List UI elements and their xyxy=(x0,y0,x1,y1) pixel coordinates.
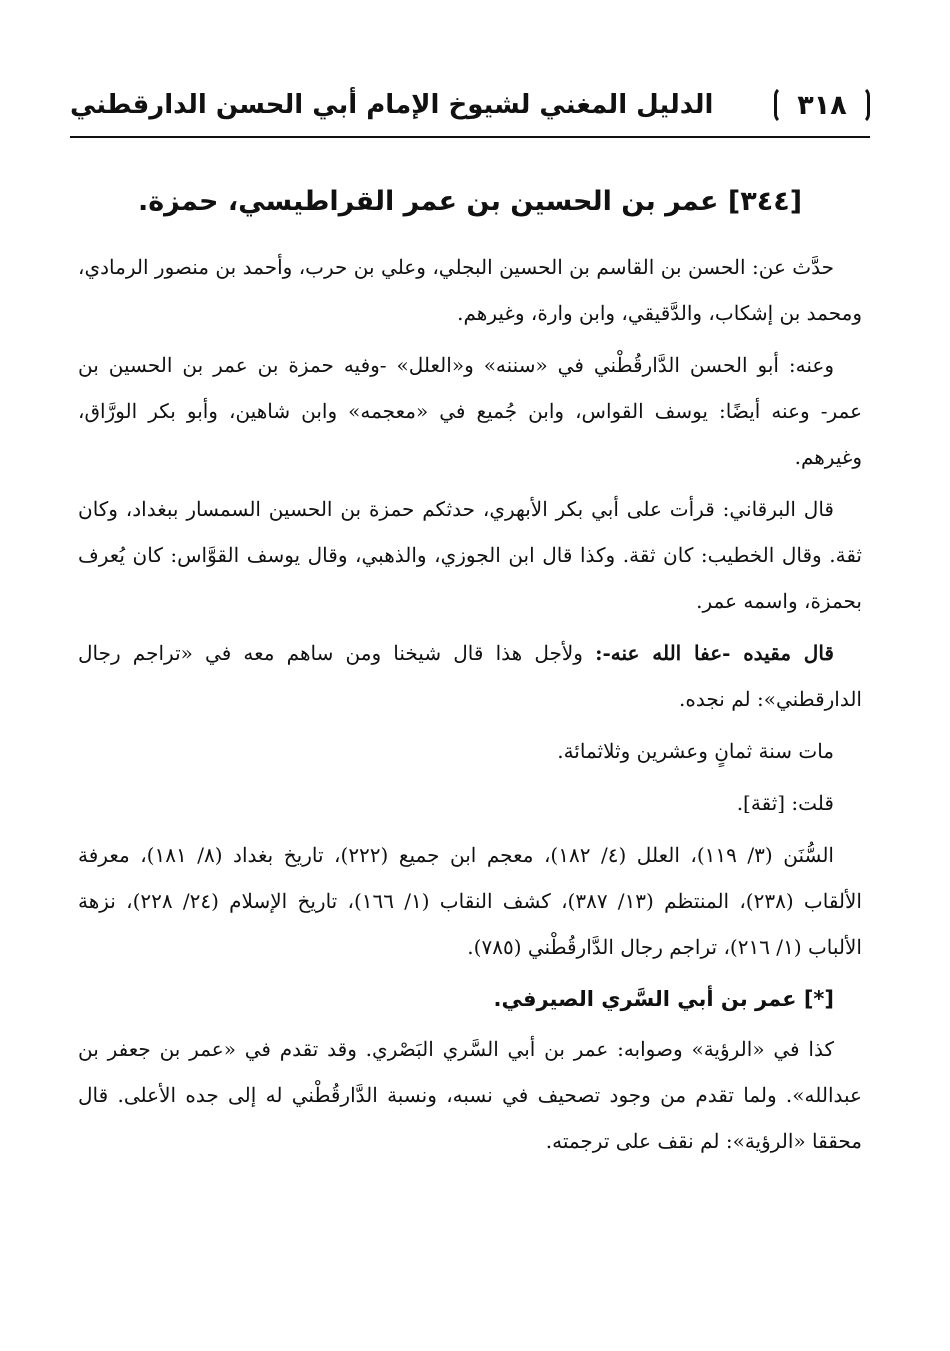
main-content xyxy=(78,244,862,1170)
author-note-lead: قال مقيده -عفا الله عنه-: xyxy=(595,641,834,665)
page-header xyxy=(70,86,870,134)
paragraph-author-note xyxy=(78,630,862,722)
paragraph-gradings: قال البرقاني: قرأت على أبي بكر الأبهري، حدثكم حمزة بن الحسين السمسار ببغداد، وكان ثقة. وقال الخطيب: كان ثقة. وكذا قال ابن الجوزي، والذهبي، وقال يوسف القوَّاس: كان يُعرف بحمزة، واسمه عمر. xyxy=(78,497,862,613)
paragraph-death-date: مات سنة ثمانٍ وعشرين وثلاثمائة. xyxy=(557,739,834,763)
author-note-text: ولأجل هذا قال شيخنا ومن ساهم معه في «تراجم رجال الدارقطني»: لم نجده. xyxy=(78,641,862,711)
entry-title: [٣٤٤] عمر بن الحسين بن عمر القراطيسي، حمزة. xyxy=(137,186,803,217)
paragraph-note-body: كذا في «الرؤية» وصوابه: عمر بن أبي السَّري البَصْري. وقد تقدم في «عمر بن جعفر بن عبدالله». ولما تقدم من وجود تصحيف في نسبه، ونسبة الدَّارقُطْني له إلى جده الأعلى. قال محققا «الرؤية»: لم نقف على ترجمته. xyxy=(78,1037,862,1153)
paragraph-verdict: قلت: [ثقة]. xyxy=(736,791,834,815)
running-title: الدليل المغني لشيوخ الإمام أبي الحسن الدارقطني xyxy=(70,90,714,120)
note-entry-title: [*] عمر بن أبي السَّري الصيرفي. xyxy=(493,987,834,1011)
header-divider xyxy=(70,136,870,138)
paragraph-narrators-from-him: وعنه: أبو الحسن الدَّارقُطْني في «سننه» و«العلل» -وفيه حمزة بن عمر بن الحسين بن عمر- وعنه أيضًا: يوسف القواس، وابن جُميع في «معجمه» وابن شاهين، وأبو بكر الورَّاق، وغيرهم. xyxy=(78,353,862,469)
paragraph-sources: السُّنَن (٣/ ١١٩)، العلل (٤/ ١٨٢)، معجم ابن جميع (٢٢٢)، تاريخ بغداد (٨/ ١٨١)، معرفة الألقاب (٢٣٨)، المنتظم (١٣/ ٣٨٧)، كشف النقاب (١/ ١٦٦)، تاريخ الإسلام (٢٤/ ٢٢٨)، نزهة الألباب (١/ ٢١٦)، تراجم رجال الدَّارقُطْني (٧٨٥). xyxy=(78,843,862,959)
page-number: ٣١٨ xyxy=(774,86,870,124)
paragraph-narrated-from: حدَّث عن: الحسن بن القاسم بن الحسين البجلي، وعلي بن حرب، وأحمد بن منصور الرمادي، ومحمد بن إشكاب، والدَّقيقي، وابن وارة، وغيرهم. xyxy=(78,255,862,325)
